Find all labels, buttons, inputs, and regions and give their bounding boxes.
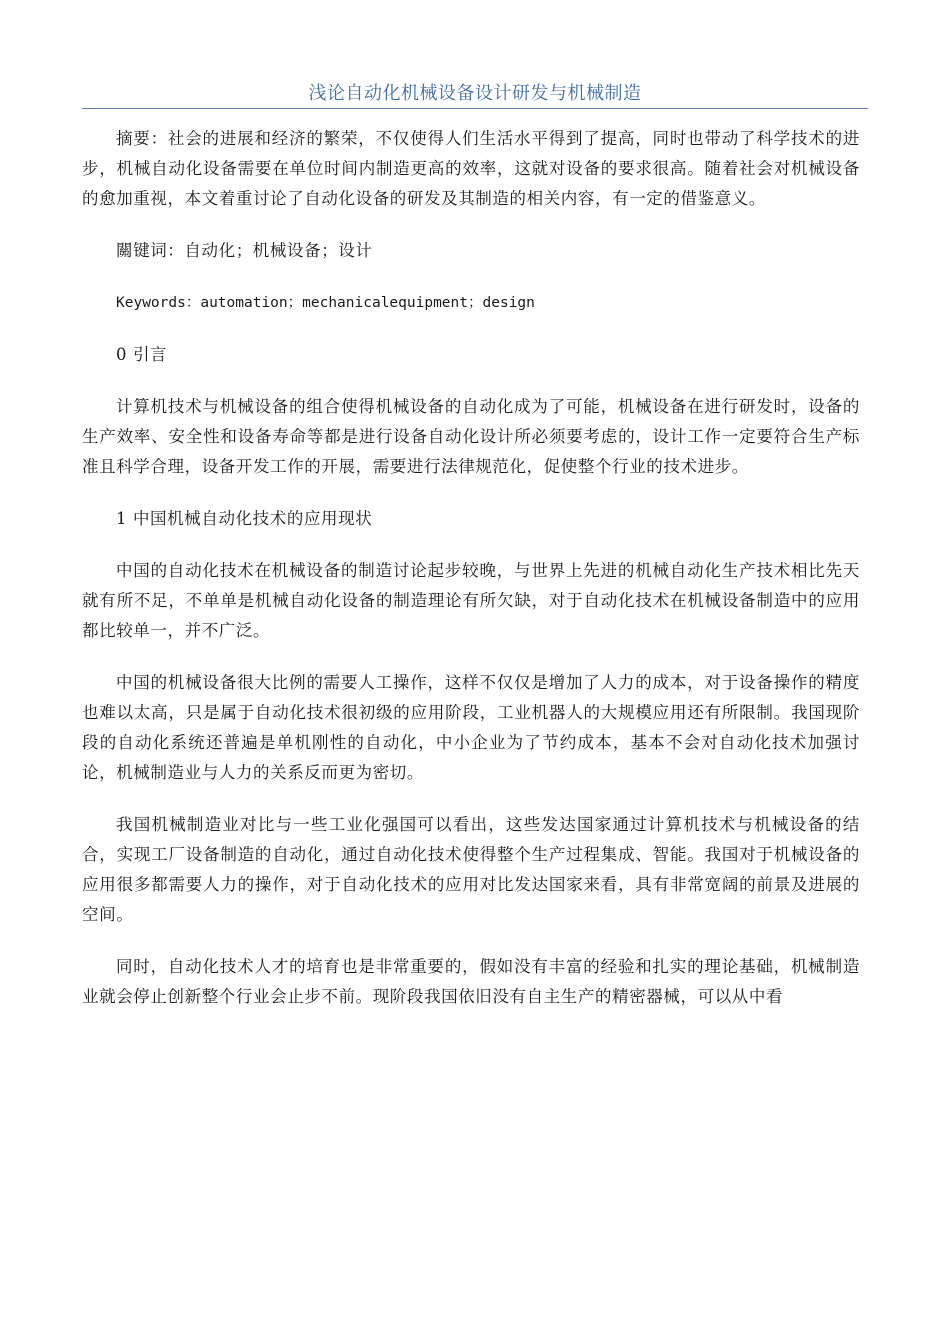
application-status-paragraph-2: 中国的机械设备很大比例的需要人工操作，这样不仅仅是增加了人力的成本，对于设备操作的精度也难以太高，只是属于自动化技术很初级的应用阶段，工业机器人的大规模应用还有所限制。我国现阶段的自动化系统还普遍是单机刚性的自动化，中小企业为了节约成本，基本不会对自动化技术加强讨论，机械制造业与人力的关系反而更为密切。 (82, 673, 860, 782)
introduction-paragraph: 计算机技术与机械设备的组合使得机械设备的自动化成为了可能，机械设备在进行研发时，设备的生产效率、安全性和设备寿命等都是进行设备自动化设计所必须要考虑的，设计工作一定要符合生产标准且科学合理，设备开发工作的开展，需要进行法律规范化，促使整个行业的技术进步。 (82, 397, 860, 476)
abstract-paragraph: 摘要：社会的进展和经济的繁荣，不仅使得人们生活水平得到了提高，同时也带动了科学技术的进步，机械自动化设备需要在单位时间内制造更高的效率，这就对设备的要求很高。随着社会对机械设备的愈加重视，本文着重讨论了自动化设备的研发及其制造的相关内容，有一定的借鉴意义。 (82, 129, 860, 208)
document-body (82, 124, 860, 1034)
section-heading-application-status: 1 中国机械自动化技术的应用现状 (116, 509, 373, 528)
application-status-paragraph-3: 我国机械制造业对比与一些工业化强国可以看出，这些发达国家通过计算机技术与机械设备的结合，实现工厂设备制造的自动化，通过自动化技术使得整个生产过程集成、智能。我国对于机械设备的应用很多都需要人力的操作，对于自动化技术的应用对比发达国家来看，具有非常宽阔的前景及进展的空间。 (82, 815, 860, 924)
section-heading-introduction: 0 引言 (116, 345, 168, 364)
application-status-paragraph-4: 同时，自动化技术人才的培育也是非常重要的，假如没有丰富的经验和扎实的理论基础，机械制造业就会停止创新整个行业会止步不前。现阶段我国依旧没有自主生产的精密器械，可以从中看 (82, 957, 860, 1006)
application-status-paragraph-1: 中国的自动化技术在机械设备的制造讨论起步较晚，与世界上先进的机械自动化生产技术相比先天就有所不足，不单单是机械自动化设备的制造理论有所欠缺，对于自动化技术在机械设备制造中的应用都比较单一，并不广泛。 (82, 561, 860, 640)
document-title: 浅论自动化机械设备设计研发与机械制造 (308, 83, 642, 104)
keywords-english: Keywords：automation；mechanicalequipment；design (116, 295, 535, 311)
document-header (82, 80, 868, 109)
keywords-chinese: 關键词：自动化；机械设备；设计 (116, 241, 373, 260)
